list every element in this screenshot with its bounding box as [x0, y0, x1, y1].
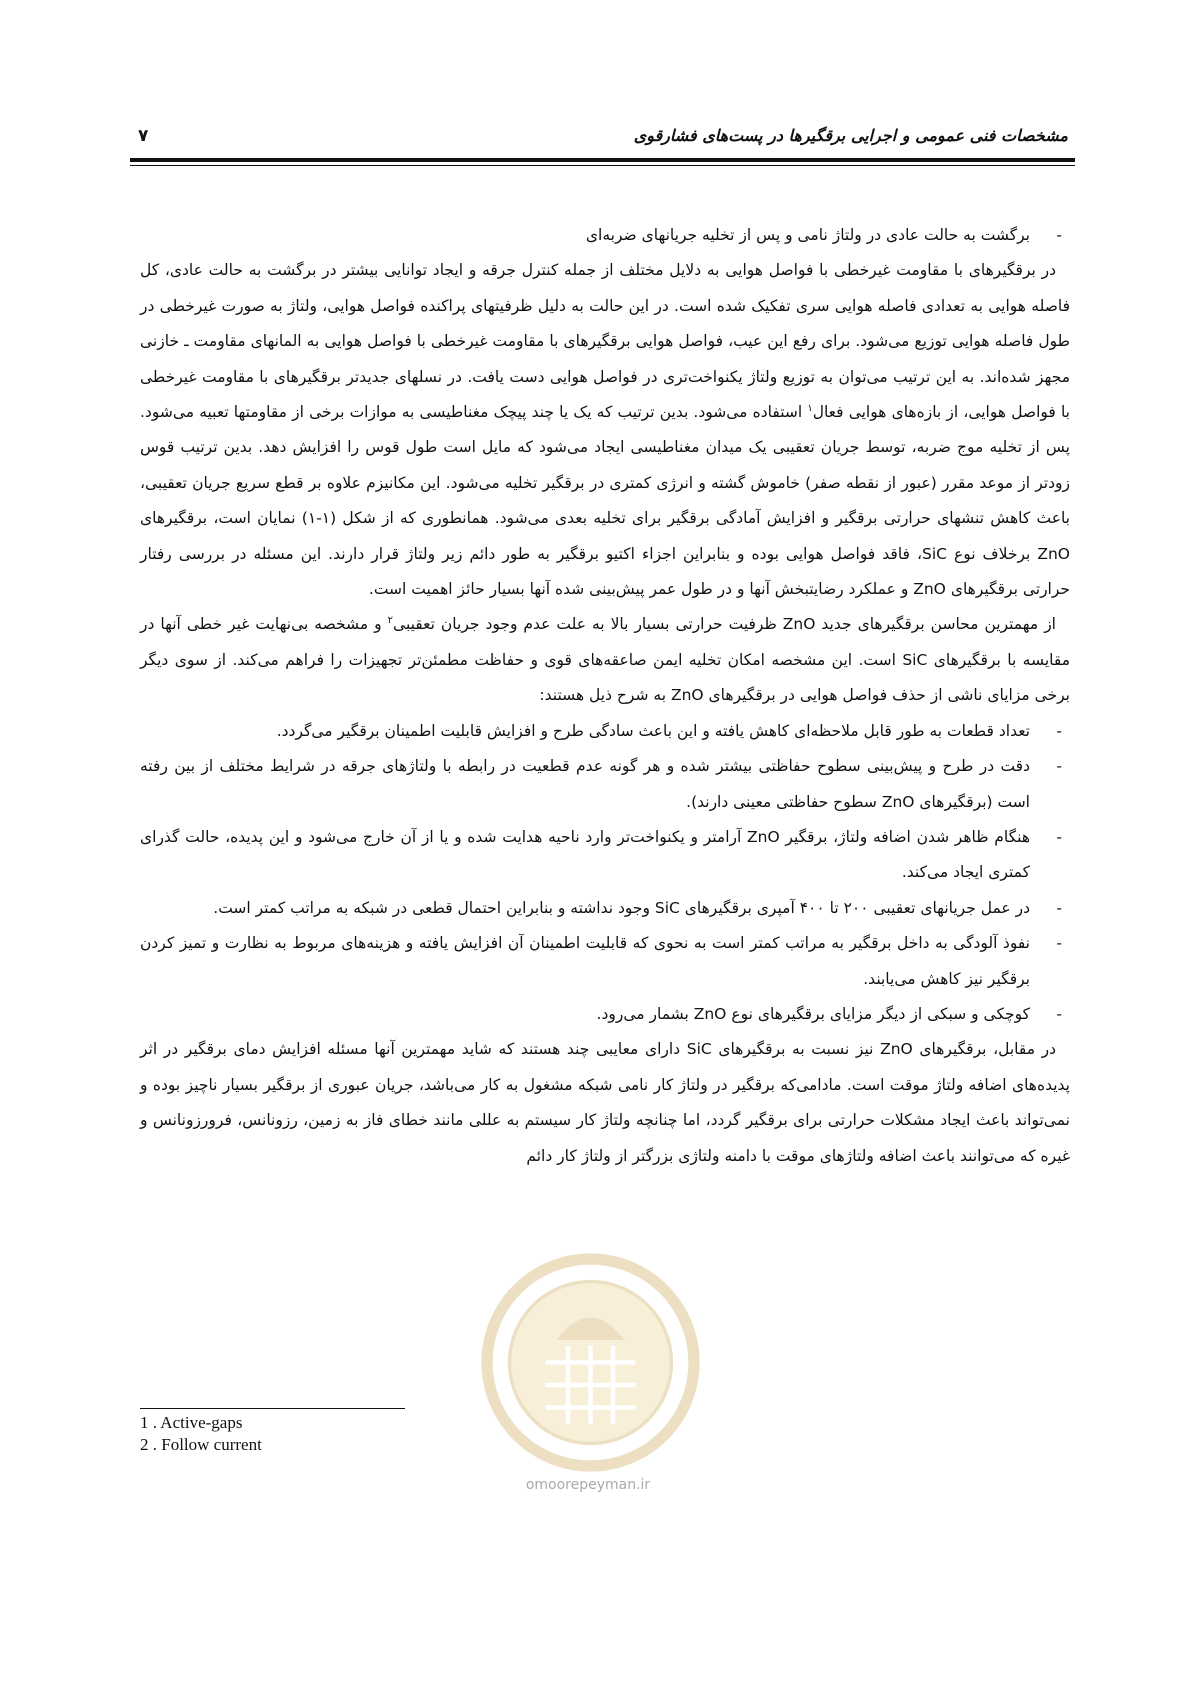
header-rule-thick [130, 158, 1075, 162]
bullet-text: دقت در طرح و پیش‌بینی سطوح حفاظتی بیشتر شده و هر گونه عدم قطعیت در رابطه با ولتاژهای جرقه در شرایط مختلف از بین رفته است (برقگیرهای ZnO سطوح حفاظتی معینی دارند). [140, 757, 1030, 811]
watermark-logo-icon [478, 1250, 703, 1475]
paragraph [140, 253, 1070, 607]
bullet-dash: - [1056, 898, 1062, 917]
bullet-item [140, 891, 1070, 926]
running-header [138, 126, 1068, 150]
bullet-item [140, 714, 1070, 749]
bullet-text: در عمل جریانهای تعقیبی ۲۰۰ تا ۴۰۰ آمپری برقگیرهای SiC وجود نداشته و بنابراین احتمال قطعی در شبکه به مراتب کمتر است. [213, 898, 1030, 917]
paragraph-text: در مقابل، برقگیرهای ZnO نیز نسبت به برقگیرهای SiC دارای معایبی چند هستند که شاید مهمترین آنها مسئله افزایش دمای برقگیر در اثر پدیده‌های اضافه ولتاژ موقت است. مادامی‌که برقگیر در ولتاژ کار نامی شبکه مشغول به کار می‌باشد، جریان عبوری از برقگیر بسیار ناچیز بوده و نمی‌تواند باعث ایجاد مشکلات حرارتی برای برقگیر گردد، اما چنانچه ولتاژ کار سیستم به عللی مانند خطای فاز به زمین، رزونانس، فرورزونانس و غیره که می‌توانند باعث اضافه ولتاژهای موقت با دامنه ولتاژی بزرگتر از ولتاژ کار دائم [140, 1040, 1070, 1165]
paragraph-text: و مشخصه بی‌نهایت غیر خطی آنها در مقایسه با برقگیرهای SiC است. این مشخصه امکان تخلیه ایمن صاعقه‌های قوی و حفاظت مطمئن‌تر تجهیزات را فراهم می‌کند. از سوی دیگر برخی مزایای ناشی از حذف فواصل هوایی در برقگیرهای ZnO به شرح ذیل هستند: [140, 615, 1070, 705]
watermark-url: omoorepeyman.ir [525, 1477, 651, 1493]
bullet-dash: - [1056, 226, 1062, 244]
bullet-text: هنگام ظاهر شدن اضافه ولتاژ، برقگیر ZnO آرامتر و یکنواخت‌تر وارد ناحیه هدایت شده و یا از آن خارج می‌شود و این پدیده، حالت گذرای کمتری ایجاد می‌کند. [140, 827, 1031, 882]
bullet-item [140, 926, 1070, 997]
footnotes [140, 1412, 262, 1456]
bullet-item [140, 749, 1070, 820]
footnote-marker: ۱ [807, 402, 813, 414]
footnote-2: 2 . Follow current [140, 1435, 262, 1454]
bullet-dash: - [1056, 1004, 1062, 1023]
bullet-item [140, 218, 1070, 253]
footnote-marker: ۲ [387, 615, 394, 627]
bullet-dash: - [1056, 934, 1062, 953]
bullet-text: برگشت به حالت عادی در ولتاژ نامی و پس از تخلیه جریانهای ضربه‌ای [585, 226, 1030, 244]
paragraph [140, 1032, 1070, 1174]
bullet-dash: - [1056, 757, 1062, 776]
body-text [140, 218, 1070, 1174]
header-rule-thin [130, 165, 1075, 166]
paragraph-text: استفاده می‌شود. بدین ترتیب که یک یا چند پیچک مغناطیسی به موازات برخی از مقاومتها تعبیه می‌شود. پس از تخلیه موج ضربه، توسط جریان تعقیبی یک میدان مغناطیسی ایجاد می‌شود که مایل است طول قوس را افزایش دهد. بدین ترتیب قوس زودتر از موعد مقرر (عبور از نقطه صفر) خاموش گشته و انرژی کمتری در برقگیر تخلیه می‌شود. این مکانیزم علاوه بر قطع سریع جریان تعقیبی، باعث کاهش تنشهای حرارتی برقگیر و افزایش آمادگی برقگیر برای تخلیه بعدی می‌شود. همانطوری که از شکل (۱-۱) نمایان است، برقگیرهای ZnO برخلاف نوع SiC، فاقد فواصل هوایی بوده و بنابراین اجزاء اکتیو برقگیر به طور دائم زیر ولتاژ قرار دارند. این مسئله در بررسی رفتار حرارتی برقگیرهای ZnO و عملکرد رضایتبخش آنها و در طول عمر پیش‌بینی شده آنها بسیار حائز اهمیت است. [140, 403, 1070, 599]
paragraph-text: در برقگیرهای با مقاومت غیرخطی با فواصل هوایی به دلایل مختلف از جمله کنترل جرقه و ایجاد توانایی بیشتر در برگشت به حالت عادی، کل فاصله هوایی به تعدادی فاصله هوایی سری تفکیک شده است. در این حالت به دلیل ظرفیتهای پراکنده فواصل هوایی، ولتاژ به صورت غیرخطی در طول فاصله هوایی توزیع می‌شود. برای رفع این عیب، فواصل هوایی برقگیرهای با مقاومت غیرخطی با فواصل هوایی به المانهای مقاومت ـ خازنی مجهز شده‌اند. به این ترتیب می‌توان به توزیع ولتاژ یکنواخت‌تری در فواصل هوایی دست یافت. در نسلهای جدیدتر برقگیرهای با مقاومت غیرخطی با فواصل هوایی، از بازه‌های هوایی فعال [140, 261, 1070, 422]
footnote-rule [140, 1408, 405, 1409]
bullet-dash: - [1056, 721, 1062, 740]
bullet-text: کوچکی و سبکی از دیگر مزایای برقگیرهای نوع ZnO بشمار می‌رود. [596, 1004, 1030, 1023]
page-number: ۷ [138, 126, 149, 146]
footnote-1: 1 . Active-gaps [140, 1413, 243, 1432]
header-title: مشخصات فنی عمومی و اجرایی برقگیرها در پست‌های فشارقوی [633, 126, 1068, 145]
bullet-item [140, 997, 1070, 1032]
paragraph [140, 607, 1070, 713]
bullet-dash: - [1056, 827, 1062, 846]
bullet-text: تعداد قطعات به طور قابل ملاحظه‌ای کاهش یافته و این باعث سادگی طرح و افزایش قابلیت اطمینان برقگیر می‌گردد. [276, 721, 1030, 740]
bullet-item [140, 820, 1070, 891]
paragraph-text: از مهمترین محاسن برقگیرهای جدید ZnO ظرفیت حرارتی بسیار بالا به علت عدم وجود جریان تعقیبی [393, 615, 1056, 634]
bullet-text: نفوذ آلودگی به داخل برقگیر به مراتب کمتر است به نحوی که قابلیت اطمینان آن افزایش یافته و هزینه‌های مربوط به نظارت و تمیز کردن برقگیر نیز کاهش می‌یابند. [140, 934, 1030, 988]
